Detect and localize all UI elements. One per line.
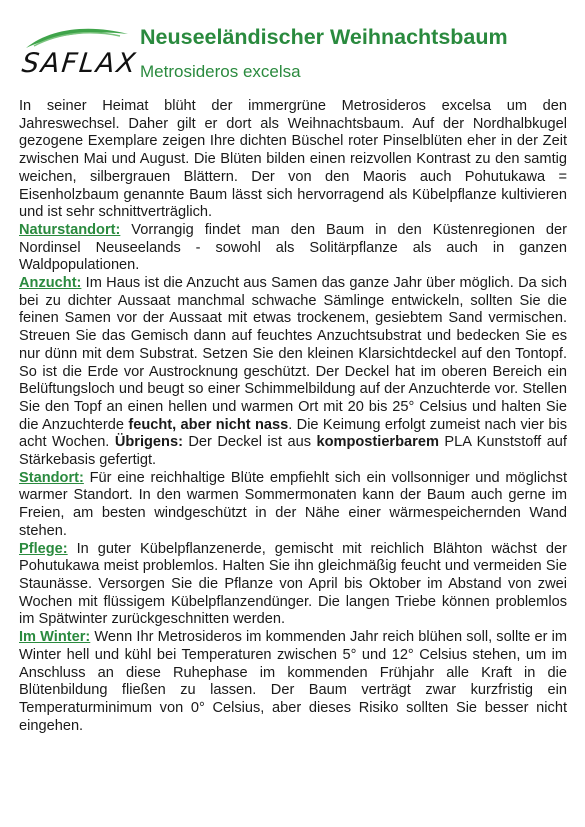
- section-text: In guter Kübelpflanzenerde, gemischt mit reichlich Blähton wächst der Pohutukawa meist problemlos. Halten Sie ihn gleichmäßig feucht und vermeiden Sie Staunässe. Versorgen Sie die Pflanze von April bis Oktober im Abstand von zwei Wochen mit flüssigem Kübelpflanzendünger. Die langen Triebe können problemlos im Spätwinter zurückgeschnitten werden.: [19, 540, 567, 628]
- section-standort: [19, 470, 567, 541]
- section-heading: Im Winter:: [19, 629, 91, 646]
- intro-paragraph: In seiner Heimat blüht der immergrüne Metrosideros excelsa um den Jahreswechsel. Daher gilt er dort als Weihnachtsbaum. Auf der Nordhalbkugel gezogene Exemplare zeigen Ihre dichten Büschel roter Pinselblüten eher in der Zeit zwischen Mai und August. Die Blüten bilden einen reizvollen Kontrast zu den samtig weichen, silbergrauen Blättern. Der von den Maoris auch Pohutukawa = Eisenholzbaum genannte Baum lässt sich hervorragend als Kübelpflanze kultivieren und ist sehr schnittverträglich.: [19, 98, 567, 221]
- section-text: Für eine reichhaltige Blüte empfiehlt sich ein vollsonniger und möglichst warmer Standort. In den warmen Sommermonaten kann der Baum auch gerne im Freien, am besten windgeschützt in der Nähe einer wärmespeichernden Wand stehen.: [19, 469, 567, 539]
- section-text: PLA Kunststoff auf Stärkebasis gefertigt.: [19, 434, 567, 469]
- section-text: Der Deckel ist aus: [182, 434, 317, 451]
- bold-text: Übrigens:: [114, 434, 183, 451]
- section-pflege: [19, 541, 567, 630]
- bold-text: feucht, aber nicht nass: [128, 416, 289, 433]
- page-title: Neuseeländischer Weihnachtsbaum: [140, 25, 508, 49]
- section-heading: Standort:: [19, 469, 84, 486]
- saflax-logo: [20, 24, 139, 82]
- section-heading: Pflege:: [19, 540, 68, 557]
- care-instructions: [19, 98, 567, 735]
- section-text: . Die Keimung erfolgt zumeist nach vier bis acht Wochen.: [19, 416, 567, 451]
- section-naturstandort: [19, 222, 567, 275]
- section-heading: Naturstandort:: [19, 221, 121, 238]
- section-heading: Anzucht:: [19, 275, 82, 292]
- logo-text: SAFLAX: [20, 48, 139, 79]
- section-winter: [19, 629, 567, 735]
- bold-text: kompostierbarem: [316, 434, 439, 451]
- section-anzucht: [19, 275, 567, 470]
- section-text: Vorrangig findet man den Baum in den Küstenregionen der Nordinsel Neuseelands - sowohl als Solitärpflanze als auch in ganzen Waldpopulationen.: [19, 221, 567, 274]
- section-text: Wenn Ihr Metrosideros im kommenden Jahr reich blühen soll, sollte er im Winter hell und kühl bei Temperaturen zwischen 5° und 12° Celsius stehen, um im Anschluss an diese Ruhephase im kommenden Frühjahr alle Kraft in die Blütenbildung fließen zu lassen. Der Baum verträgt zwar kurzfristig ein Temperaturminimum von 0° Celsius, aber dieses Risiko sollten Sie besser nicht eingehen.: [19, 629, 568, 734]
- section-text: Im Haus ist die Anzucht aus Samen das ganze Jahr über möglich. Da sich bei zu dichter Aussaat manchmal schwache Sämlinge entwickeln, sollten Sie die feinen Samen vor der Aussaat mit etwas trockenem, gesiebtem Sand vermischen. Streuen Sie das Gemisch dann auf feuchtes Anzuchtsubstrat und bedecken Sie es nur dünn mit dem Substrat. Setzen Sie den kleinen Klarsichtdeckel auf den Tontopf. So ist die Erde vor Austrocknung geschützt. Der Deckel hat im oberen Bereich ein Belüftungsloch und beugt so einer Schimmelbildung auf der Anzuchterde vor. Stellen Sie den Topf an einen hellen und warmen Ort mit 20 bis 25° Celsius und halten Sie die Anzuchterde: [19, 275, 567, 433]
- page-subtitle: Metrosideros excelsa: [140, 62, 301, 81]
